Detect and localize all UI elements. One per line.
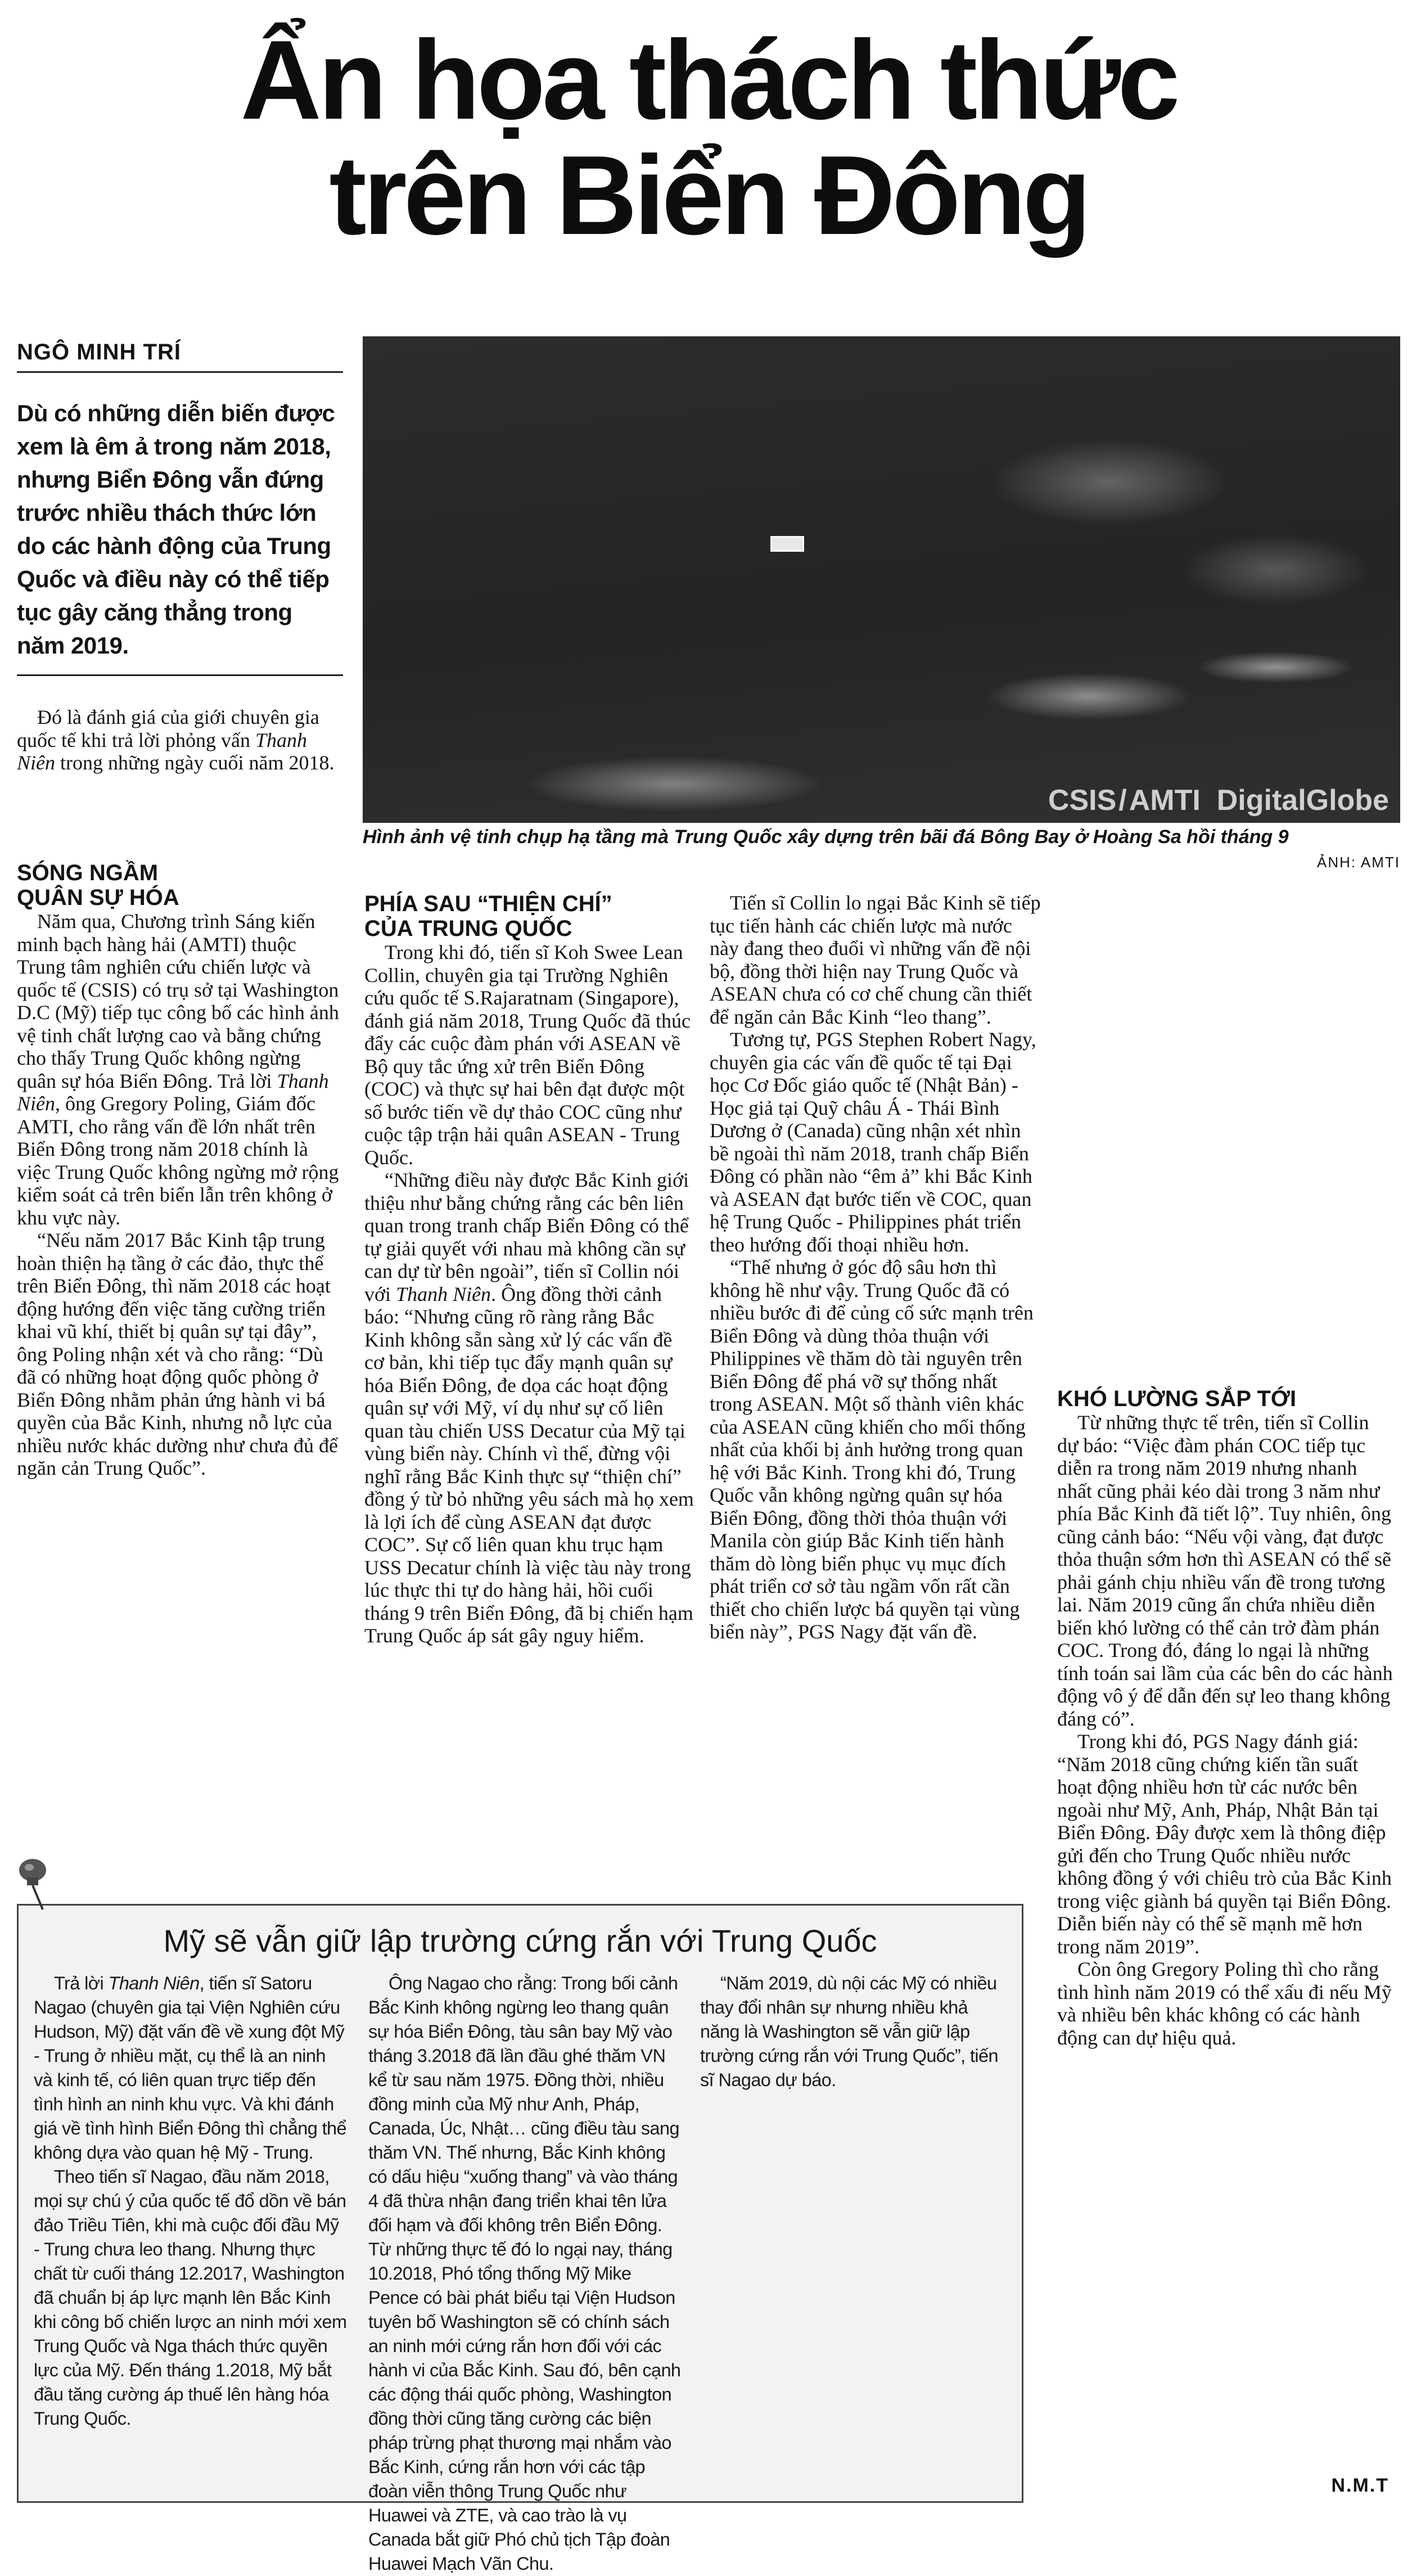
section-3-paragraph-3: Còn ông Gregory Poling thì cho rằng tình hình năm 2019 có thể xấu đi nếu Mỹ và nhiều bên khác không có các hành động can dự hiệu quả. xyxy=(1057,1958,1392,2049)
sapo: Dù có những diễn biến được xem là êm ả trong năm 2018, nhưng Biển Đông vẫn đứng trước nhiều thách thức lớn do các hành động của Trung Quốc và điều này có thể tiếp tục gây căng thẳng trong năm 2019. xyxy=(17,397,343,676)
section-3-title: KHÓ LƯỜNG SẮP TỚI xyxy=(1057,1386,1297,1411)
section-2-title: PHÍA SAU “THIỆN CHÍ” CỦA TRUNG QUỐC xyxy=(364,891,612,941)
pushpin-icon xyxy=(10,1856,55,1912)
section-1-title: SÓNG NGẦM QUÂN SỰ HÓA xyxy=(17,861,179,910)
byline: NGÔ MINH TRÍ xyxy=(17,337,343,373)
intro xyxy=(17,706,343,774)
section-2-paragraph-5: “Thế nhưng ở góc độ sâu hơn thì không hề như vậy. Trung Quốc đã có nhiều bước đi để củng cố sức mạnh trên Biển Đông và dùng thỏa thuận với Philippines về thăm dò tài nguyên trên Biển Đông để phá vỡ sự thống nhất trong ASEAN. Một số thành viên khác của ASEAN cũng khiến cho mối thống nhất của khối bị ảnh hưởng trong quan hệ với Bắc Kinh. Trong khi đó, Trung Quốc vẫn không ngừng quân sự hóa Biển Đông, đồng thời thỏa thuận với Manila còn giúp Bắc Kinh tiến hành thăm dò lòng biển phục vụ mục đích phát triển cơ sở tàu ngầm vốn rất cần thiết cho chiến lược bá quyền tại vùng biển này”, PGS Nagy đặt vấn đề. xyxy=(710,1256,1034,1643)
box-paragraph-1: Trả lời Thanh Niên, tiến sĩ Satoru Nagao (chuyên gia tại Viện Nghiên cứu Hudson, Mỹ) đặt vấn đề về xung đột Mỹ - Trung ở nhiều mặt, cụ thể là an ninh và kinh tế, có liên quan trực tiếp đến tình hình an ninh khu vực. Và khi đánh giá về tình hình Biển Đông thì chẳng thể không dựa vào quan hệ Mỹ - Trung. xyxy=(34,1973,347,2163)
headline-line-1: Ẩn họa thách thức xyxy=(240,17,1177,143)
photo-caption: Hình ảnh vệ tinh chụp hạ tầng mà Trung Quốc xây dựng trên bãi đá Bông Bay ở Hoàng Sa hồi tháng 9 xyxy=(363,826,1289,848)
section-3-paragraph-1: Từ những thực tế trên, tiến sĩ Collin dự báo: “Việc đàm phán COC tiếp tục diễn ra trong năm 2019 nhưng nhanh nhất cũng phải kéo dài trong 3 năm như phía Bắc Kinh đã tiết lộ”. Tuy nhiên, ông cũng cảnh báo: “Nếu vội vàng, đạt được thỏa thuận sớm hơn thì ASEAN có thể sẽ phải gánh chịu nhiều vấn đề trong tương lai. Năm 2019 cũng ẩn chứa nhiều diễn biến khó lường có thể cản trở đàm phán COC. Trong đó, đáng lo ngại là những tính toán sai lầm của các bên do các hành động vô ý để dẫn đến sự leo thang không đáng có”. xyxy=(1057,1411,1393,1730)
column-4 xyxy=(1057,891,1395,2049)
box-column-2 xyxy=(368,1971,683,2576)
island-structure xyxy=(770,536,804,552)
box-paragraph-4: “Năm 2019, dù nội các Mỹ có nhiều thay đổi nhân sự nhưng nhiều khả năng là Washington sẽ vẫn giữ lập trường cứng rắn với Trung Quốc”, tiến sĩ Nagao dự báo. xyxy=(700,1973,998,2090)
box-column-1 xyxy=(34,1971,349,2431)
column-2 xyxy=(364,891,696,1647)
box-paragraph-2: Theo tiến sĩ Nagao, đầu năm 2018, mọi sự chú ý của quốc tế đổ dồn về bán đảo Triều Tiên, khi mà cuộc đối đầu Mỹ - Trung chưa leo thang. Nhưng thực chất từ cuối tháng 12.2017, Washington đã chuẩn bị áp lực mạnh lên Bắc Kinh khi công bố chiến lược an ninh mới xem Trung Quốc và Nga thách thức quyền lực của Mỹ. Đến tháng 1.2018, Mỹ bắt đầu tăng cường áp thuế lên hàng hóa Trung Quốc. xyxy=(34,2167,347,2429)
section-1-paragraph-1: Năm qua, Chương trình Sáng kiến minh bạch hàng hải (AMTI) thuộc Trung tâm nghiên cứu chiến lược và quốc tế (CSIS) có trụ sở tại Washington D.C (Mỹ) tiếp tục công bố các hình ảnh vệ tinh chất lượng cao và bằng chứng cho thấy Trung Quốc không ngừng quân sự hóa Biển Đông. Trả lời Thanh Niên, ông Gregory Poling, Giám đốc AMTI, cho rằng vấn đề lớn nhất trên Biển Đông trong năm 2018 chính là việc Trung Quốc không ngừng mở rộng kiểm soát cả trên biển lẫn trên không ở khu vực này. xyxy=(17,910,339,1229)
photo-credit: ẢNH: AMTI xyxy=(1316,854,1400,871)
photo-watermark: CSIS/AMTI DigitalGlobe xyxy=(1048,784,1389,817)
section-2-paragraph-3: Tiến sĩ Collin lo ngại Bắc Kinh sẽ tiếp tục tiến hành các chiến lược mà nước này đang theo đuổi vì những vấn đề nội bộ, đồng thời hiện nay Trung Quốc và ASEAN chưa có cơ chế chung cần thiết để ngăn cản Bắc Kinh “leo thang”. xyxy=(710,891,1041,1028)
box-paragraph-3: Ông Nagao cho rằng: Trong bối cảnh Bắc Kinh không ngừng leo thang quân sự hóa Biển Đông, tàu sân bay Mỹ vào tháng 3.2018 đã lần đầu ghé thăm VN kể từ sau năm 1975. Đồng thời, nhiều đồng minh của Mỹ như Anh, Pháp, Canada, Úc, Nhật… cũng điều tàu sang thăm VN. Thế nhưng, Bắc Kinh không có dấu hiệu “xuống thang” và vào tháng 4 đã thừa nhận đang triển khai tên lửa đối hạm và đối không trên Biển Đông. Từ những thực tế đó lo ngại nay, tháng 10.2018, Phó tổng thống Mỹ Mike Pence có bài phát biểu tại Viện Hudson tuyên bố Washington sẽ có chính sách an ninh mới cứng rắn hơn đối với các hành vi của Bắc Kinh. Sau đó, bên cạnh các động thái quốc phòng, Washington đồng thời cũng tăng cường các biện pháp trừng phạt thương mại nhắm vào Bắc Kinh, cứng rắn hơn với các tập đoàn viễn thông Trung Quốc như Huawei và ZTE, và cao trào là vụ Canada bắt giữ Phó chủ tịch Tập đoàn Huawei Mạch Vãn Chu. xyxy=(368,1973,681,2574)
section-2-paragraph-2: “Những điều này được Bắc Kinh giới thiệu như bằng chứng rằng các bên liên quan trong tranh chấp Biển Đông có thể tự giải quyết với nhau mà không cần sự can dự từ bên ngoài”, tiến sĩ Collin nói với Thanh Niên. Ông đồng thời cảnh báo: “Nhưng cũng rõ ràng rằng Bắc Kinh không sẵn sàng xử lý các vấn đề cơ bản, khi tiếp tục đẩy mạnh quân sự hóa Biển Đông, đe dọa các hoạt động quân sự với Mỹ, ví dụ như sự cố liên quan tàu chiến USS Decatur của Mỹ tại vùng biển này. Chính vì thế, đừng vội nghĩ rằng Bắc Kinh thực sự “thiện chí” đồng ý từ bỏ những yêu sách mà họ xem là lợi ích để cùng ASEAN đạt được COC”. Sự cố liên quan khu trục hạm USS Decatur chính là việc tàu này trong lúc thực thi tự do hàng hải, hồi cuối tháng 9 trên Biển Đông, đã bị chiến hạm Trung Quốc áp sát gây nguy hiểm. xyxy=(364,1169,694,1647)
column-3 xyxy=(710,891,1041,1643)
section-3-paragraph-2: Trong khi đó, PGS Nagy đánh giá: “Năm 2018 cũng chứng kiến tần suất hoạt động nhiều hơn từ các nước bên ngoài như Mỹ, Anh, Pháp, Nhật Bản tại Biển Đông. Đây được xem là thông điệp gửi đến cho Trung Quốc nhiều nước không đồng ý với chiêu trò của Bắc Kinh trong việc giành bá quyền tại Biển Đông. Diễn biến này có thể sẽ mạnh mẽ hơn trong năm 2019”. xyxy=(1057,1730,1392,1958)
satellite-photo xyxy=(363,336,1400,823)
column-1 xyxy=(17,861,343,1480)
section-1-paragraph-2: “Nếu năm 2017 Bắc Kinh tập trung hoàn thiện hạ tầng ở các đảo, thực thể trên Biển Đông, thì năm 2018 các hoạt động hướng đến việc tăng cường triển khai vũ khí, thiết bị quân sự tại đây”, ông Poling nhận xét và cho rằng: “Dù đã có những hoạt động quốc phòng ở Biển Đông nhằm phản ứng hành vi bá quyền của Bắc Kinh, nhưng nỗ lực của nhiều nước khác dường như chưa đủ để ngăn cản Trung Quốc”. xyxy=(17,1229,338,1479)
section-2-paragraph-4: Tương tự, PGS Stephen Robert Nagy, chuyên gia các vấn đề quốc tế tại Đại học Cơ Đốc giáo quốc tế (Nhật Bản) - Học giả tại Quỹ châu Á - Thái Bình Dương ở (Canada) cũng nhận xét nhìn bề ngoài thì năm 2018, tranh chấp Biển Đông có phần nào “êm ả” khi Bắc Kinh và ASEAN đạt bước tiến về COC, quan hệ Trung Quốc - Philippines phát triển theo hướng đối thoại nhiều hơn. xyxy=(710,1028,1036,1256)
box-title: Mỹ sẽ vẫn giữ lập trường cứng rắn với Trung Quốc xyxy=(163,1923,877,1958)
section-2-paragraph-1: Trong khi đó, tiến sĩ Koh Swee Lean Collin, chuyên gia tại Trường Nghiên cứu quốc tế S.Rajaratnam (Singapore), đánh giá năm 2018, Trung Quốc đã thúc đẩy các cuộc đàm phán với ASEAN về Bộ quy tắc ứng xử trên Biển Đông (COC) và thực sự hai bên đạt được một số bước tiến về dự thảo COC cũng như cuộc tập trận hải quân ASEAN - Trung Quốc. xyxy=(364,941,691,1169)
headline xyxy=(67,17,1350,258)
box-column-3 xyxy=(700,1971,1007,2092)
intro-paragraph: Đó là đánh giá của giới chuyên gia quốc tế khi trả lời phỏng vấn Thanh Niên trong những ngày cuối năm 2018. xyxy=(17,706,335,774)
author-signature: N.M.T xyxy=(1331,2475,1389,2496)
headline-line-2: trên Biển Đông xyxy=(329,133,1088,258)
